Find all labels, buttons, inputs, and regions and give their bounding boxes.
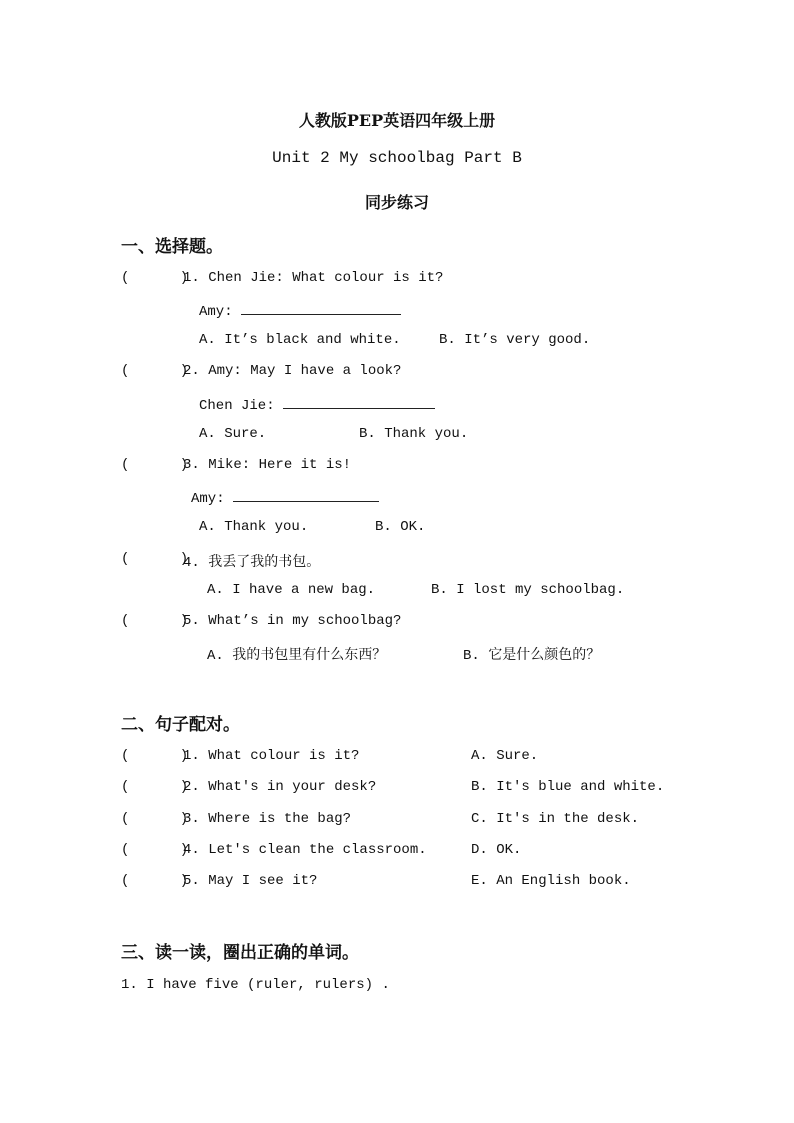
question-2-response: [199, 395, 435, 414]
section-3-heading: 三、读一读，圈出正确的单词。: [121, 943, 359, 963]
question-2-option-b: B. Thank you.: [359, 426, 469, 442]
match-answer: A. Sure.: [471, 748, 539, 764]
response-speaker: Amy:: [199, 304, 242, 320]
match-question: 1. What colour is it?: [183, 748, 360, 764]
question-3-response: [191, 488, 379, 507]
question-1-response: [199, 301, 401, 320]
page-title: 人教版PEP英语四年级上册: [298, 111, 496, 130]
unit-subtitle: Unit 2 My schoolbag Part B: [272, 149, 522, 167]
match-question: 5. May I see it?: [183, 873, 318, 889]
answer-bracket[interactable]: ( ): [121, 613, 189, 629]
question-2-option-a: A. Sure.: [199, 426, 267, 442]
answer-blank[interactable]: [283, 395, 435, 409]
question-4-option-b: B. I lost my schoolbag.: [431, 582, 625, 598]
exercise-item: 1. I have five (ruler, rulers) .: [121, 977, 390, 993]
response-speaker: Chen Jie:: [199, 398, 284, 414]
question-1-stem: 1. Chen Jie: What colour is it?: [183, 270, 444, 286]
answer-bracket[interactable]: ( ): [121, 551, 189, 567]
answer-bracket[interactable]: ( ): [121, 270, 189, 286]
match-answer: B. It's blue and white.: [471, 779, 665, 795]
question-1-option-b: B. It’s very good.: [439, 332, 591, 348]
question-4-stem: 4. 我丢了我的书包。: [183, 555, 321, 571]
answer-bracket[interactable]: ( ): [121, 363, 189, 379]
match-question: 3. Where is the bag?: [183, 811, 352, 827]
match-question: 4. Let's clean the classroom.: [183, 842, 427, 858]
answer-bracket[interactable]: ( ): [121, 779, 189, 795]
question-5-option-a: A. 我的书包里有什么东西？: [207, 648, 387, 664]
answer-bracket[interactable]: ( ): [121, 842, 189, 858]
answer-blank[interactable]: [233, 488, 379, 502]
question-3-option-b: B. OK.: [375, 519, 426, 535]
answer-bracket[interactable]: ( ): [121, 748, 189, 764]
match-answer: D. OK.: [471, 842, 522, 858]
question-2-stem: 2. Amy: May I have a look?: [183, 363, 402, 379]
answer-blank[interactable]: [241, 301, 401, 315]
question-5-stem: 5. What’s in my schoolbag?: [183, 613, 402, 629]
question-5-option-b: B. 它是什么颜色的？: [463, 648, 601, 664]
match-answer: E. An English book.: [471, 873, 631, 889]
question-4-option-a: A. I have a new bag.: [207, 582, 376, 598]
question-1-option-a: A. It’s black and white.: [199, 332, 401, 348]
match-answer: C. It's in the desk.: [471, 811, 640, 827]
section-1-heading: 一、选择题。: [121, 237, 223, 257]
answer-bracket[interactable]: ( ): [121, 811, 189, 827]
practice-label: 同步练习: [364, 193, 429, 212]
response-speaker: Amy:: [191, 491, 234, 507]
match-question: 2. What's in your desk?: [183, 779, 377, 795]
answer-bracket[interactable]: ( ): [121, 873, 189, 889]
question-3-stem: 3. Mike: Here it is!: [183, 457, 352, 473]
section-2-heading: 二、句子配对。: [121, 715, 240, 735]
answer-bracket[interactable]: ( ): [121, 457, 189, 473]
question-3-option-a: A. Thank you.: [199, 519, 309, 535]
